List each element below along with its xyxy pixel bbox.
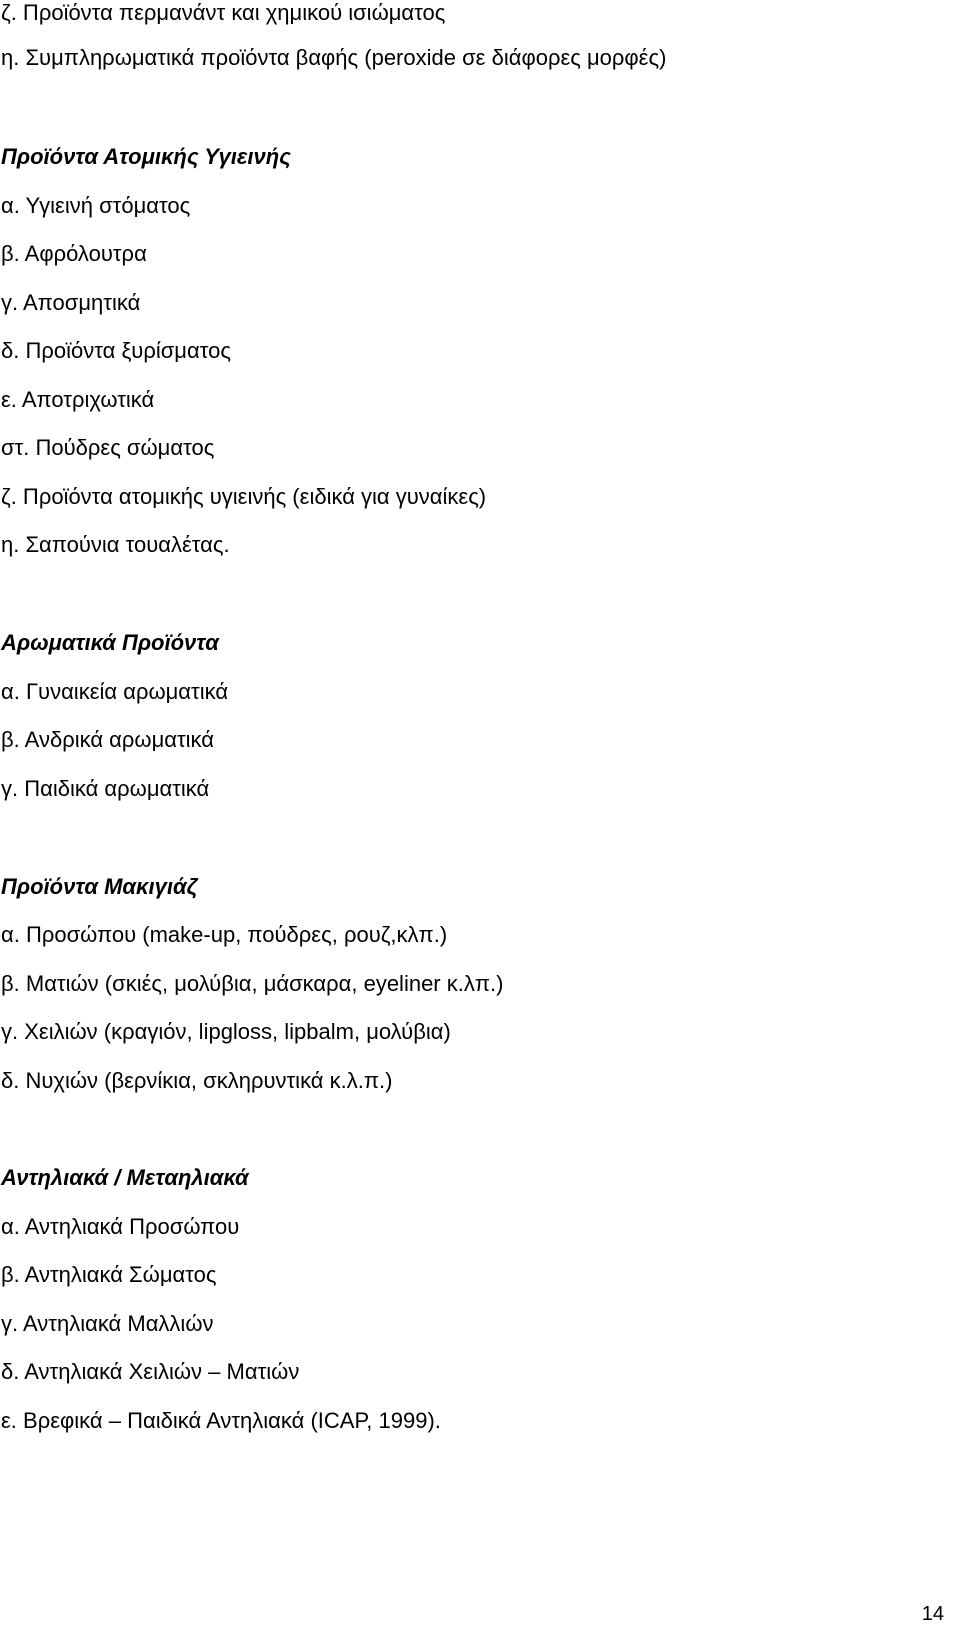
section-heading-sun-care: Αντηλιακά / Μεταηλιακά (1, 1165, 249, 1190)
list-item: ζ. Προϊόντα ατομικής υγιεινής (ειδικά για γυναίκες) (1, 484, 487, 509)
list-item: δ. Νυχιών (βερνίκια, σκληρυντικά κ.λ.π.) (1, 1068, 393, 1093)
list-item: η. Σαπούνια τουαλέτας. (1, 532, 230, 557)
list-item: α. Προσώπου (make-up, πούδρες, ρουζ,κλπ.) (1, 922, 448, 947)
list-item: β. Ματιών (σκιές, μολύβια, μάσκαρα, eyeliner κ.λπ.) (1, 971, 504, 996)
section-heading-fragrances: Αρωματικά Προϊόντα (1, 630, 219, 655)
list-item: γ. Αντηλιακά Μαλλιών (1, 1311, 214, 1336)
list-item: στ. Πούδρες σώματος (1, 435, 215, 460)
list-item: γ. Παιδικά αρωματικά (1, 776, 210, 801)
list-item: η. Συμπληρωματικά προϊόντα βαφής (peroxide σε διάφορες μορφές) (1, 45, 667, 70)
section-heading-personal-hygiene: Προϊόντα Ατομικής Υγιεινής (1, 144, 291, 169)
list-item: α. Υγιεινή στόματος (1, 193, 191, 218)
list-item: δ. Αντηλιακά Χειλιών – Ματιών (1, 1359, 300, 1384)
list-item: α. Γυναικεία αρωματικά (1, 679, 229, 704)
list-item: β. Αντηλιακά Σώματος (1, 1262, 217, 1287)
list-item: α. Αντηλιακά Προσώπου (1, 1214, 240, 1239)
list-item: γ. Χειλιών (κραγιόν, lipgloss, lipbalm, μολύβια) (1, 1019, 451, 1044)
page-number: 14 (921, 1603, 944, 1625)
list-item: ε. Βρεφικά – Παιδικά Αντηλιακά (ICAP, 1999). (1, 1408, 441, 1433)
list-item: ε. Αποτριχωτικά (1, 387, 155, 412)
list-item: β. Ανδρικά αρωματικά (1, 727, 214, 752)
section-heading-makeup: Προϊόντα Μακιγιάζ (1, 874, 198, 899)
list-item: δ. Προϊόντα ξυρίσματος (1, 338, 231, 363)
list-item: β. Αφρόλουτρα (1, 241, 147, 266)
list-item: ζ. Προϊόντα περμανάντ και χημικού ισιώματος (1, 0, 446, 25)
list-item: γ. Αποσμητικά (1, 290, 141, 315)
